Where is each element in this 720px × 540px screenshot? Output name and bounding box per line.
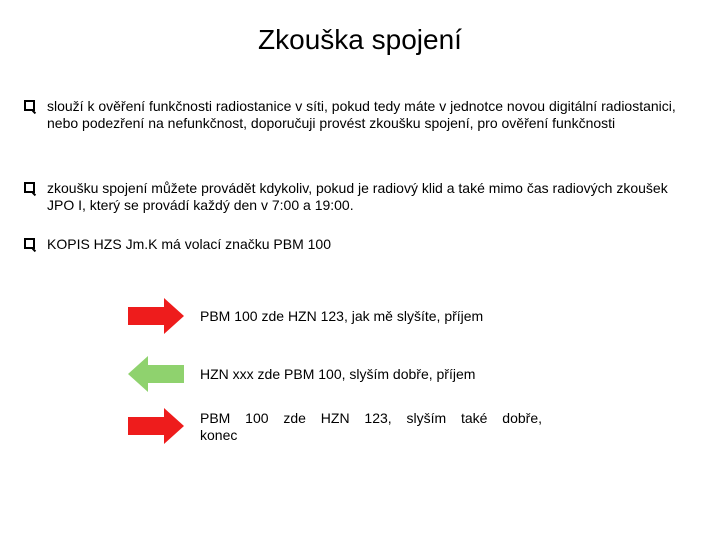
right-arrow-icon xyxy=(128,298,184,334)
radio-exchange-line: PBM 100 zde HZN 123, jak mě slyšíte, příjem xyxy=(200,308,484,324)
bullet-text: slouží k ověření funkčnosti radiostanice v síti, pokud tedy máte v jednotce novou digitální radiostanici, nebo podezření na nefunkčnost, doporučuji provést zkoušku spojení, pro ověření funkčnosti xyxy=(47,98,676,131)
right-arrow-icon xyxy=(128,408,184,444)
bullet-item xyxy=(24,180,704,214)
radio-exchange-line: HZN xxx zde PBM 100, slyším dobře, příjem xyxy=(200,366,476,382)
radio-exchange-line: PBM 100 zde HZN 123, slyším také dobře, xyxy=(200,410,542,426)
bullet-item xyxy=(24,98,704,132)
bullet-item xyxy=(24,236,704,253)
left-arrow-icon xyxy=(128,356,184,392)
page-title: Zkouška spojení xyxy=(258,24,462,55)
checkbox-bullet-icon xyxy=(24,100,35,111)
checkbox-bullet-icon xyxy=(24,238,35,249)
radio-exchange-line-continuation: konec xyxy=(200,427,238,443)
bullet-text: zkoušku spojení můžete provádět kdykoliv, pokud je radiový klid a také mimo čas radiových zkoušek JPO I, který se provádí každý den v 7:00 a 19:00. xyxy=(47,180,668,213)
bullet-text: KOPIS HZS Jm.K má volací značku PBM 100 xyxy=(47,236,331,252)
checkbox-bullet-icon xyxy=(24,182,35,193)
